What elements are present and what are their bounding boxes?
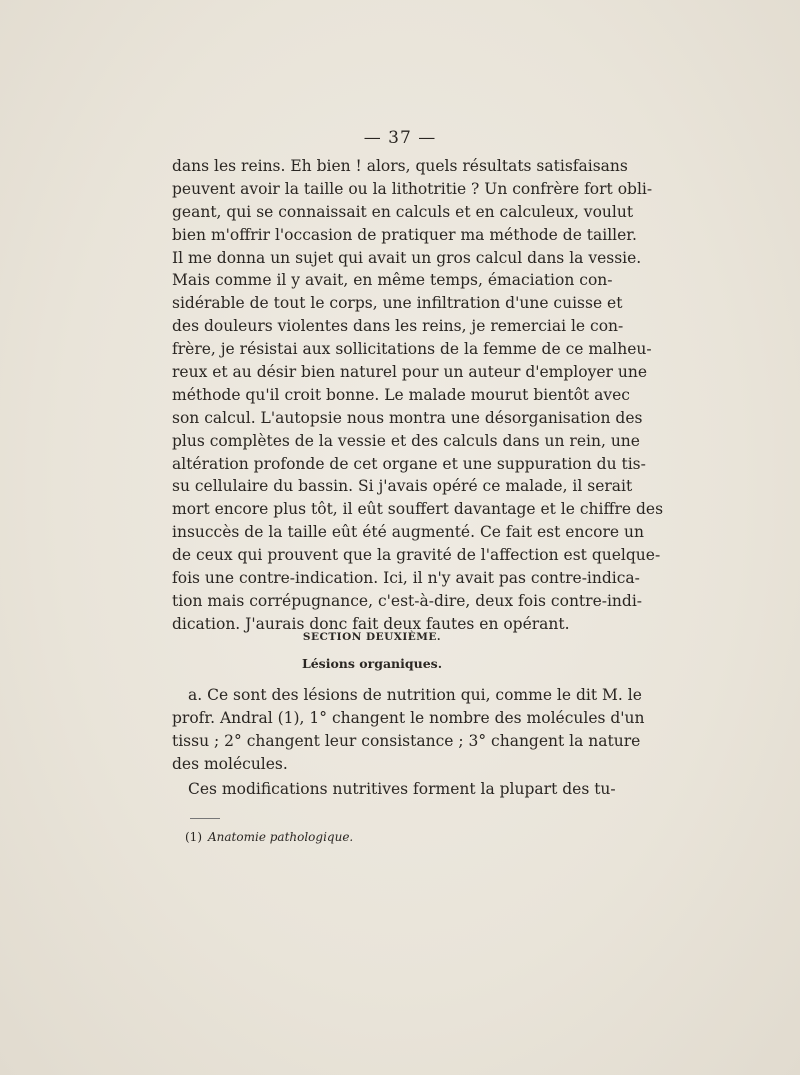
text-line: bien m'offrir l'occasion de pratiquer ma méthode de tailler. — [172, 225, 637, 244]
text-line: insuccès de la taille eût été augmenté. Ce fait est encore un — [172, 523, 644, 542]
text-line: profr. Andral (1), 1° changent le nombre des molécules d'un — [172, 708, 645, 727]
footnote-text: Anatomie pathologique. — [208, 830, 354, 844]
section-heading: SECTION DEUXIÈME. — [302, 631, 442, 643]
text-line: des molécules. — [172, 754, 288, 773]
text-line: tissu ; 2° changent leur consistance ; 3° changent la nature — [172, 731, 641, 750]
text-line: peuvent avoir la taille ou la lithotritie ? Un confrère fort obli- — [172, 179, 653, 198]
section-subheading: Lésions organiques. — [301, 656, 443, 671]
text-line: dication. J'aurais donc fait deux fautes en opérant. — [172, 614, 570, 633]
text-line: de ceux qui prouvent que la gravité de l'affection est quelque- — [172, 546, 661, 565]
text-line: dans les reins. Eh bien ! alors, quels résultats satisfaisans — [172, 157, 628, 175]
text-line: des douleurs violentes dans les reins, je remerciai le con- — [172, 317, 624, 336]
footnote — [185, 830, 353, 844]
paragraph-3 — [172, 778, 616, 801]
text-line: Ces modifications nutritives forment la plupart des tu- — [188, 780, 616, 798]
text-line: frère, je résistai aux sollicitations de la femme de ce malheu- — [172, 340, 652, 359]
text-line: su cellulaire du bassin. Si j'avais opéré ce malade, il serait — [172, 477, 633, 496]
text-line: sidérable de tout le corps, une infiltration d'une cuisse et — [172, 294, 623, 313]
text-line: tion mais corrépugnance, c'est-à-dire, deux fois contre-indi- — [172, 591, 643, 610]
text-line: méthode qu'il croit bonne. Le malade mourut bientôt avec — [172, 385, 630, 404]
footnote-rule — [190, 818, 220, 819]
text-line: altération profonde de cet organe et une suppuration du tis- — [172, 454, 646, 473]
footnote-marker: (1) — [185, 830, 202, 844]
text-line: reux et au désir bien naturel pour un auteur d'employer une — [172, 363, 647, 382]
text-line: Mais comme il y avait, en même temps, émaciation con- — [172, 271, 613, 290]
paragraph-1 — [172, 155, 664, 636]
text-line: a. Ce sont des lésions de nutrition qui, comme le dit M. le — [188, 686, 642, 704]
text-line: Il me donna un sujet qui avait un gros calcul dans la vessie. — [172, 248, 642, 267]
page-number: — 37 — — [363, 128, 437, 148]
text-line: plus complètes de la vessie et des calculs dans un rein, une — [172, 431, 640, 450]
paragraph-2 — [172, 684, 645, 776]
text-line: geant, qui se connaissait en calculs et en calculeux, voulut — [172, 202, 634, 221]
text-line: fois une contre-indication. Ici, il n'y avait pas contre-indica- — [172, 569, 640, 588]
text-line: son calcul. L'autopsie nous montra une désorganisation des — [172, 408, 643, 427]
text-line: mort encore plus tôt, il eût souffert davantage et le chiffre des — [172, 500, 664, 519]
